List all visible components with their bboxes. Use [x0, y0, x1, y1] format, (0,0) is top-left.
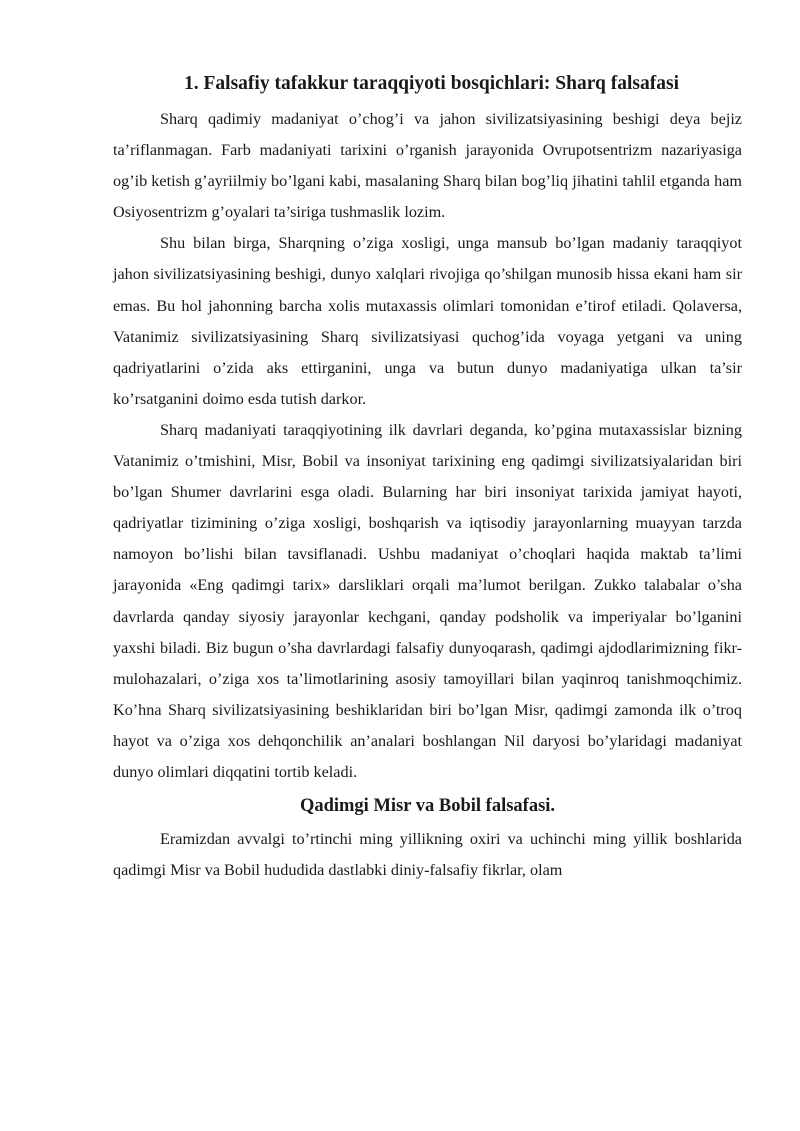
paragraph-3: Sharq madaniyati taraqqiyotining ilk davrlari deganda, ko’pgina mutaxassislar bizning Vatanimiz o’tmishini, Misr, Bobil va insoniyat tarixining eng qadimgi sivilizatsiyalaridan biri bo’lgan Shumer davrlarini esga oladi. Bularning har biri insoniyat tarixida jamiyat hayoti, qadriyatlar tizimining o’ziga xosligi, boshqarish va iqtisodiy jarayonlarning muayyan tarzda namoyon bo’lishi bilan tavsiflanadi. Ushbu madaniyat o’choqlari haqida maktab ta’limi jarayonida «Eng qadimgi tarix» darsliklari orqali ma’lumot berilgan. Zukko talabalar o’sha davrlarda qanday siyosiy jarayonlar kechgani, qanday podsholik va imperiyalar bo’lganini yaxshi biladi. Biz bugun o’sha davrlardagi falsafiy dunyoqarash, qadimgi ajdodlarimizning fikr-mulohazalari, o’ziga xos ta’limotlarining asosiy tamoyillari bilan yaqinroq tanishmoqchimiz. Ko’hna Sharq sivilizatsiyasining beshiklaridan biri bo’lgan Misr, qadimgi zamonda ilk o’troq hayot va o’ziga xos dehqonchilik an’analari boshlangan Nil daryosi bo’ylaridagi madaniyat dunyo olimlari diqqatini tortib keladi. — [113, 420, 742, 781]
subsection-title: Qadimgi Misr va Bobil falsafasi. — [299, 796, 556, 817]
paragraph-4: Eramizdan avvalgi to’rtinchi ming yillikning oxiri va uchinchi ming yillik boshlarida qadimgi Misr va Bobil hududida dastlabki diniy-falsafiy fikrlar, olam — [113, 830, 742, 880]
section-title: 1. Falsafiy tafakkur taraqqiyoti bosqichlari: Sharq falsafasi — [184, 73, 679, 94]
paragraph-2: Shu bilan birga, Sharqning o’ziga xosligi, unga mansub bo’lgan madaniy taraqqiyot jahon sivilizatsiyasining beshigi, dunyo xalqlari rivojiga qo’shilgan munosib hissa ekani ham sir emas. Bu hol jahonning barcha xolis mutaxassis olimlari tomonidan e’tirof etiladi. Qolaversa, Vatanimiz sivilizatsiyasining Sharq sivilizatsiyasi quchog’ida voyaga yetgani va uning qadriyatlarini o’zida aks ettirganini, unga va butun dunyo madaniyatiga ulkan ta’sir ko’rsatganini doimo esda tutish darkor. — [113, 234, 742, 408]
document-page — [113, 72, 742, 886]
paragraph-1: Sharq qadimiy madaniyat o’chog’i va jahon sivilizatsiyasining beshigi deya bejiz ta’riflanmagan. Farb madaniyati tarixini o’rganish jarayonida Ovrupotsentrizm nazariyasiga og’ib ketish g’ayriilmiy bo’lgani kabi, masalaning Sharq bilan bog’liq jihatini tahlil etganda ham Osiyosentrizm g’oyalari ta’siriga tushmaslik lozim. — [113, 110, 742, 222]
